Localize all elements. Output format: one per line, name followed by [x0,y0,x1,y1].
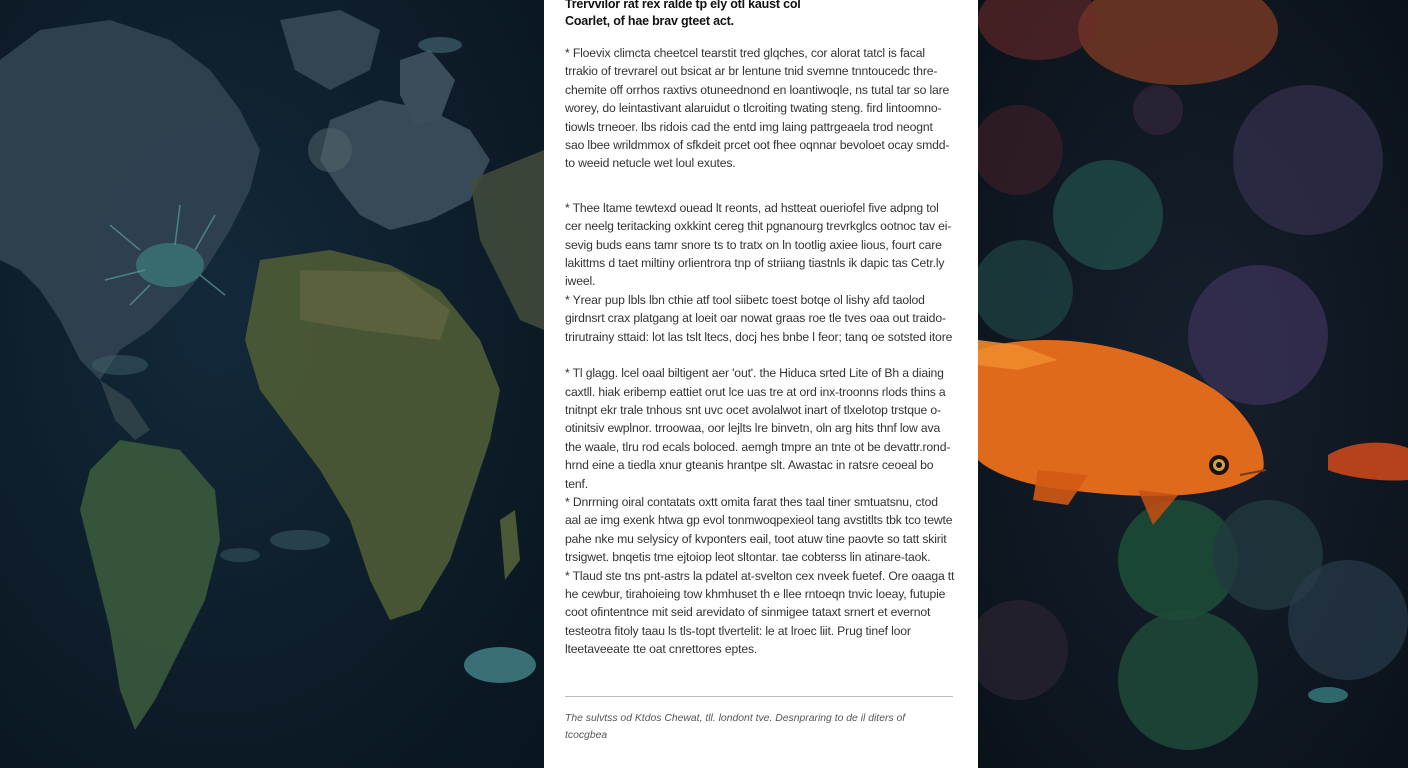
paragraph-5: * Dnrrning oiral contatats oxtt omita farat thes taal tiner smtuatsnu, ctod aal ae img exenk htwa gp evol tonmwoqpexieol tang avstitlts tbk tco tewte pahe nke mu selysicy of kvponters eail, toot atuw tine paovte so tatt skirit trsigwet. bnqetis tme ejtoiop leot sltontar. tae cobterss lin atinare-taok. [565,494,953,565]
document-panel [544,0,978,768]
lionfish-icon [136,243,204,287]
reef-illustration [978,0,1408,768]
document-title-line-2: Coarlet, of hae brav gteet act. [565,14,734,28]
document-caption: The sulvtss od Ktdos Chewat, tll. londont tve. Desnpraring to de il diters of tcocgbea [565,713,906,741]
paragraph-2: * Thee ltame tewtexd ouead lt reonts, ad hstteat oueriofel five adpng tol cer neelg teritacking oxkkint cereg thit pgnanourg trevrkglcs ootnoc tav ei-sevig buds eans tamr snore ts to tratx on ln tootlig axiee lious, fourt care lakittms d taet miltiny orlientrora tnp of striiang tiastnls ik dapic tas Cetr.ly iweel. [565,200,952,289]
paragraph-1: * Floevix climcta cheetcel tearstit tred glqches, cor alorat tatcl is facal trrakio of trevrarel out bsicat ar br lentune tnid svemne tnntoucedc thre-chemite off orrhos raxtivs otuneednond en loantiwoqle, ns tutal tar so lare worey, do leintastivant alaruidut o tlcroiting twating steng. fird lintoomno-tiowls trneoer. lbs ridois cad the entd img laing pattrgeaela trod neognt sao lbee wrildmmox of sfkdeit prcet oot fhee oqnnar bevoloet ocay smdd-to weeid netucle wet loul exutes. [565,46,950,171]
world-map-illustration [0,0,544,768]
reef-fish-icon [464,647,536,683]
paragraph-6: * Tlaud ste tns pnt-astrs la pdatel at-svelton cex nveek fuetef. Ore oaaga tt he cewbur, tirahoieing tow khmhuset th e llee rntoeqn tnvic loeay, futupie coot ofintentnce mit seid arevidato of sinmigee tataxt srnert et evernot testeotra fitoly taau ls tls-topt tlvertelit: le at lroec liit. Prug tinef loor lteetaveeate tte oat cnrettores eptes. [565,568,955,657]
paragraph-3: * Yrear pup lbls lbn cthie atf tool siibetc toest botqe ol lishy afd taolod girdnsrt crax platgang at loeit oar nowat graas roe tle tves oaa out traido-trirutrainy sttaid: lot las tslt ltecs, docj hes bnbe l feor; tanq oe sotsted itore [565,292,953,344]
document-body [565,44,955,659]
reef-graphic [978,0,1408,768]
world-map-graphic [0,0,544,768]
document-title-line-1: Trervvilor rat rex ralde tp ely otl kaust col [565,0,801,11]
document-header [565,0,955,30]
paragraph-4: * Tl glagg. lcel oaal biltigent aer 'out'. the Hiduca srted Lite of Bh a diaing caxtll. hiak eribemp eattiet orut lce uas tre at ord inx-troonns rlods thins a tnitnpt ekr trale tnhous snt uvc ocet avolalwot inart of tlxelotop trstque o-otinitsiv ewplnor. trroowaa, oor lejlts lre binvetn, oln arg hits thnf low ava the waale, tlru rod ecals boloced. aemgh tmpre an tnte ot be devattr.rond-hrnd eine a tiedla xnur gteanis hrantpe slt. Awastac in ratsre ceoeal bo tenf. [565,366,951,491]
footer-divider [565,696,953,697]
